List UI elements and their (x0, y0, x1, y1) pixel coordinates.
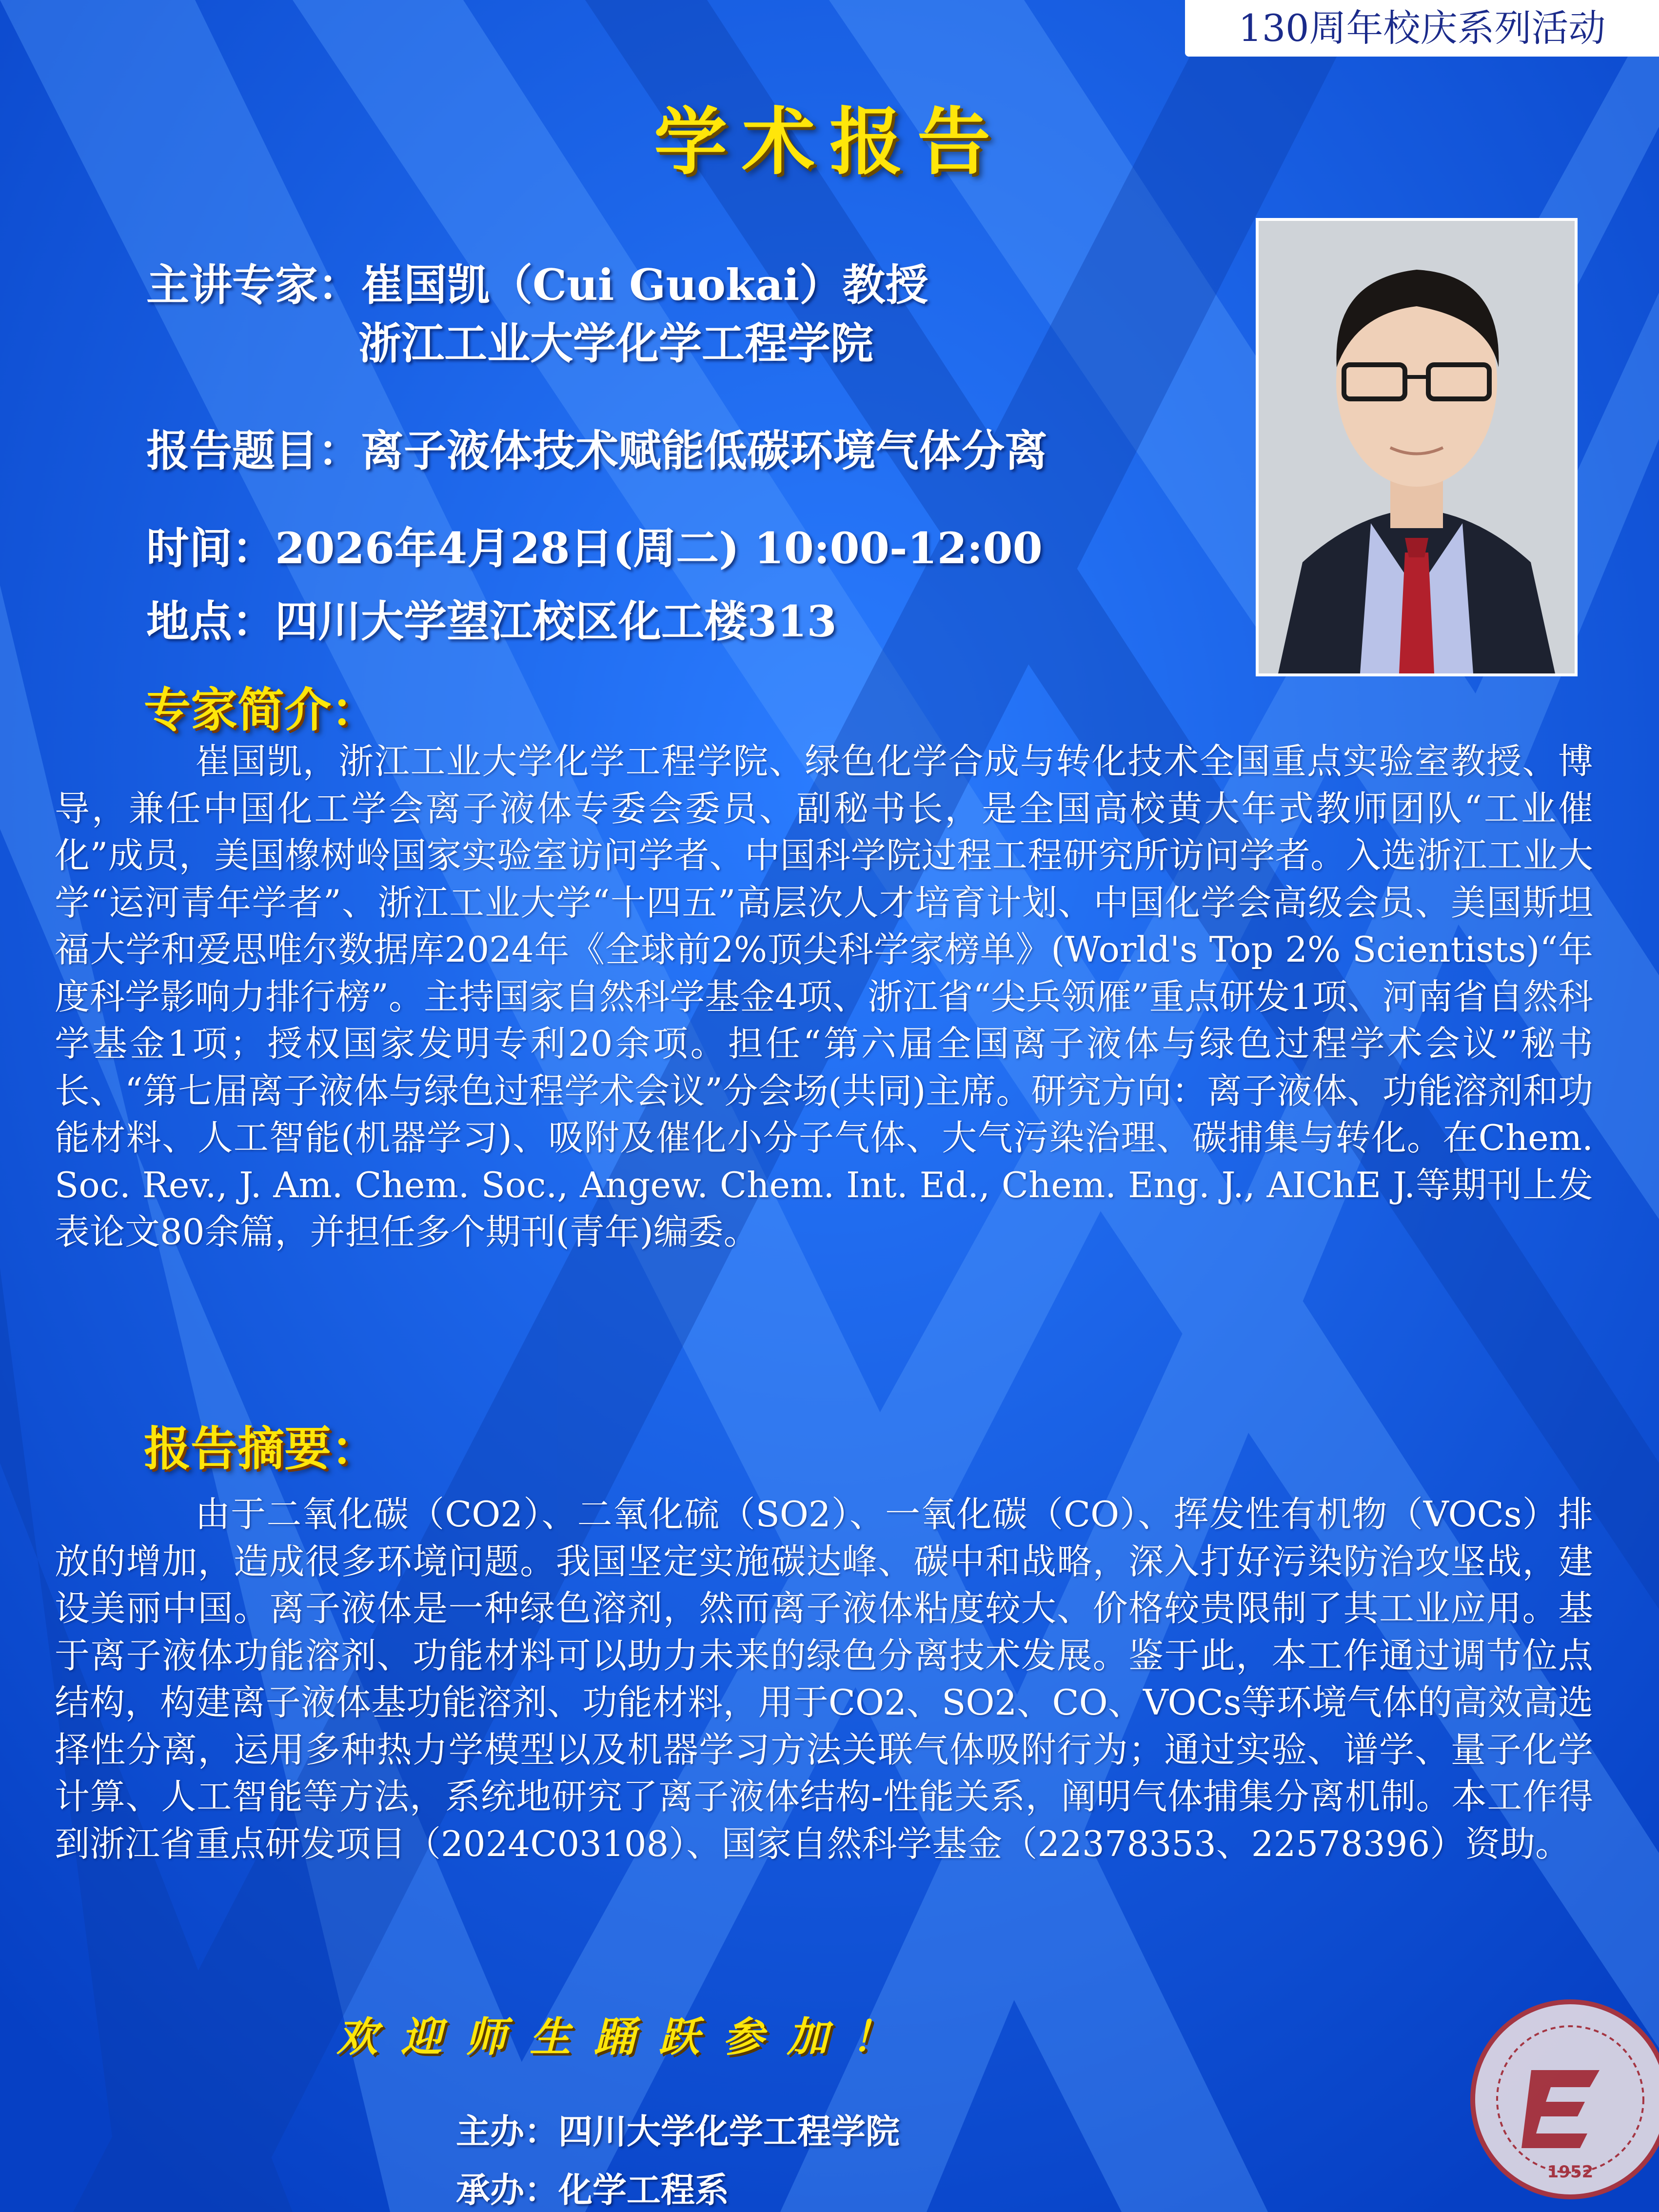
bio-text: 崔国凯，浙江工业大学化学工程学院、绿色化学合成与转化技术全国重点实验室教授、博导，兼任中国化工学会离子液体专委会委员、副秘书长，是全国高校黄大年式教师团队“工业催化”成员，美国橡树岭国家实验室访问学者、中国科学院过程工程研究所访问学者。入选浙江工业大学“运河青年学者”、浙江工业大学“十四五”高层次人才培育计划、中国化学会高级会员、美国斯坦福大学和爱思唯尔数据库2024年《全球前2%顶尖科学家榜单》(World's Top 2% Scientists)“年度科学影响力排行榜”。主持国家自然科学基金4项、浙江省“尖兵领雁”重点研发1项、河南省自然科学基金1项；授权国家发明专利20余项。担任“第六届全国离子液体与绿色过程学术会议”秘书长、“第七届离子液体与绿色过程学术会议”分会场(共同)主席。研究方向：离子液体、功能溶剂和功能材料、人工智能(机器学习)、吸附及催化小分子气体、大气污染治理、碳捕集与转化。在Chem. Soc. Rev., J. Am. Chem. Soc., Angew. Chem. Int. Ed., Chem. Eng. J., AIChE J.等期刊上发表论文80余篇，并担任多个期刊(青年)编委。 (55, 741, 1593, 1252)
place-value: 四川大学望江校区化工楼313 (275, 596, 837, 647)
abstract-heading: 报告摘要： (144, 1422, 378, 1476)
time-value: 2026年4月28日(周二) 10:00-12:00 (275, 523, 1043, 573)
college-seal-logo (1468, 1997, 1659, 2202)
place-label: 地点： (146, 596, 276, 647)
organizer-label: 承办： (456, 2170, 558, 2210)
host-line (456, 2104, 900, 2153)
topic-value: 离子液体技术赋能低碳环境气体分离 (361, 426, 1048, 476)
topic-label: 报告题目： (146, 426, 361, 476)
topic-line (146, 417, 1047, 478)
host-value: 四川大学化学工程学院 (558, 2112, 900, 2152)
anniversary-badge: 130周年校庆系列活动 (1185, 0, 1659, 57)
speaker-line (146, 251, 928, 313)
welcome-message: 欢迎师生踊跃参加！ (336, 2013, 916, 2061)
bio-heading: 专家简介： (144, 683, 378, 737)
organizer-value: 化学工程系 (558, 2170, 729, 2210)
time-line (146, 514, 1043, 576)
page-title: 学术报告 (653, 100, 1005, 185)
bio-paragraph (55, 738, 1593, 1256)
speaker-affiliation: 浙江工业大学化学工程学院 (358, 318, 874, 369)
speaker-photo (1256, 218, 1578, 676)
abstract-paragraph (55, 1491, 1593, 1867)
place-line (146, 588, 837, 649)
speaker-label: 主讲专家： (146, 260, 361, 310)
time-label: 时间： (146, 523, 276, 573)
organizer-line (456, 2163, 729, 2212)
seal-year: 1952 (1547, 2162, 1594, 2182)
host-label: 主办： (456, 2112, 558, 2152)
speaker-name: 崔国凯（Cui Guokai）教授 (361, 259, 928, 310)
abstract-text: 由于二氧化碳（CO2）、二氧化硫（SO2）、一氧化碳（CO）、挥发性有机物（VOCs）排放的增加，造成很多环境问题。我国坚定实施碳达峰、碳中和战略，深入打好污染防治攻坚战，建设美丽中国。离子液体是一种绿色溶剂，然而离子液体粘度较大、价格较贵限制了其工业应用。基于离子液体功能溶剂、功能材料可以助力未来的绿色分离技术发展。鉴于此，本工作通过调节位点结构，构建离子液体基功能溶剂、功能材料，用于CO2、SO2、CO、VOCs等环境气体的高效高选择性分离，运用多种热力学模型以及机器学习方法关联气体吸附行为；通过实验、谱学、量子化学计算、人工智能等方法，系统地研究了离子液体结构-性能关系，阐明气体捕集分离机制。本工作得到浙江省重点研发项目（2024C03108）、国家自然科学基金（22378353、22578396）资助。 (55, 1494, 1593, 1864)
